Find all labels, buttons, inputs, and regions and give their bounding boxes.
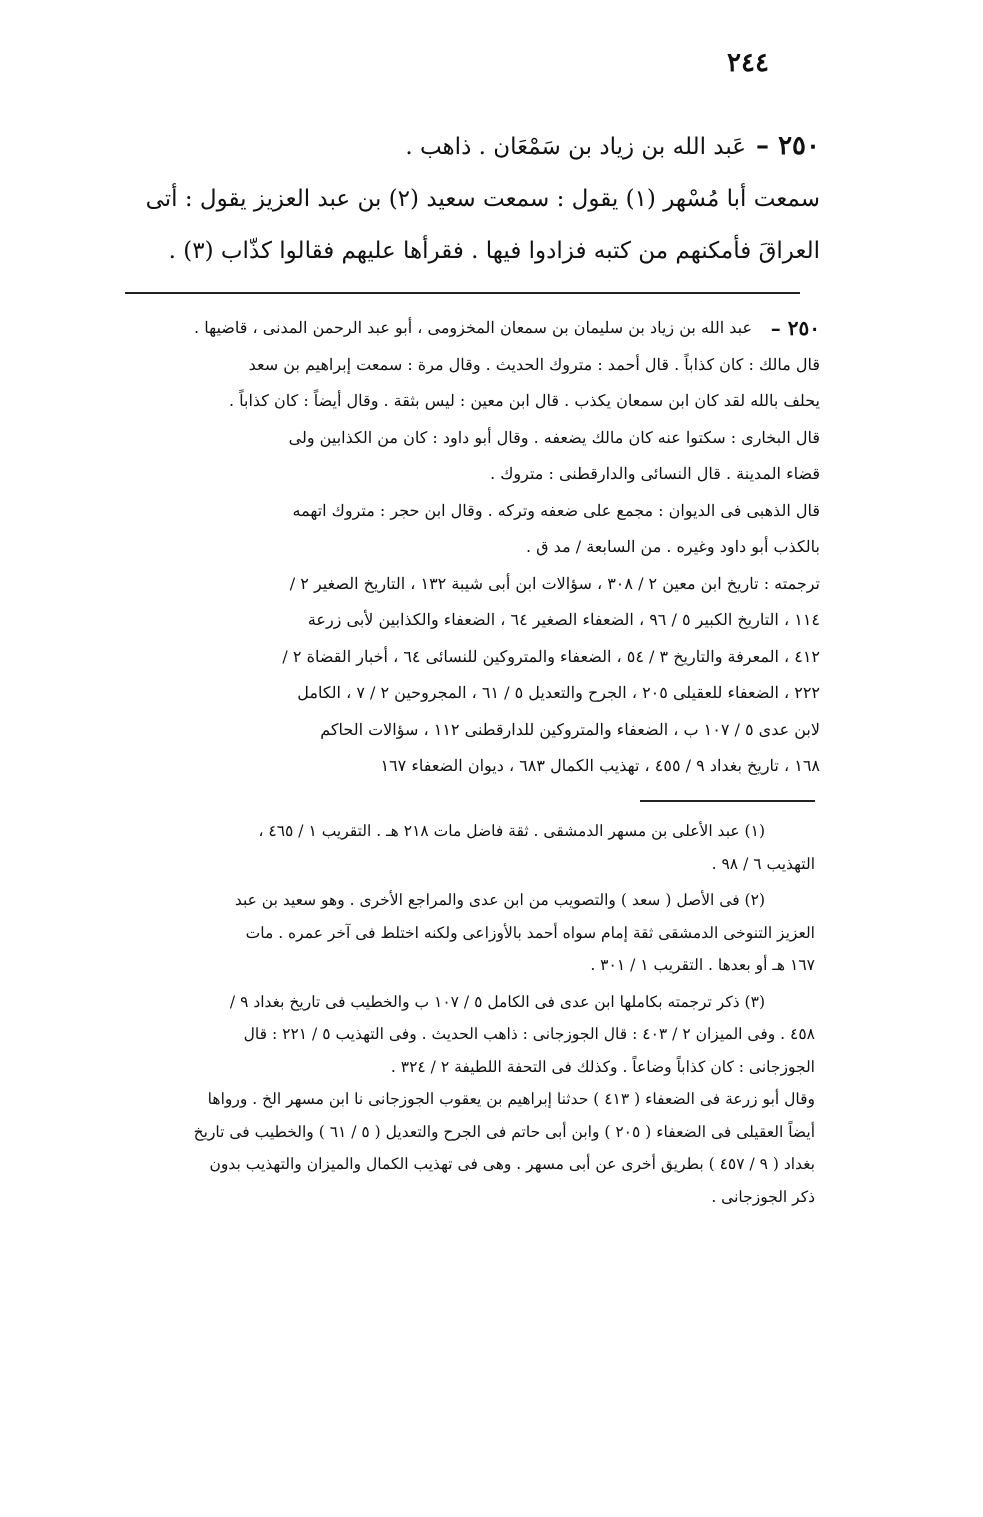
commentary-line: قال البخارى : سكتوا عنه كان مالك يضعفه . وقال أبو داود : كان من الكذابين ولى [288,427,820,447]
footnote-line: وقال أبو زرعة فى الضعفاء ( ٤١٣ ) حدثنا إبراهيم بن يعقوب الجوزجانى نا ابن مسهر الخ . ورواها [207,1090,815,1108]
commentary [115,310,820,785]
commentary-line: ٤١٢ ، المعرفة والتاريخ ٣ / ٥٤ ، الضعفاء والمتروكين للنسائى ٦٤ ، أخبار القضاة ٢ / [282,646,820,666]
commentary-line: قال الذهبى فى الديوان : مجمع على ضعفه وتركه . وقال ابن حجر : متروك اتهمه [292,500,820,520]
footnote-line: ٤٥٨ . وفى الميزان ٢ / ٤٠٣ : قال الجوزجانى : ذاهب الحديث . وفى التهذيب ٥ / ٢٢١ : قال [243,1025,815,1043]
footnote-line: الجوزجانى : كان كذاباً وضاعاً . وكذلك فى التحفة اللطيفة ٢ / ٣٢٤ . [390,1057,815,1076]
commentary-line: لابن عدى ٥ / ١٠٧ ب ، الضعفاء والمتروكين للدارقطنى ١١٢ ، سؤالات الحاكم [320,719,820,739]
footnote-2 [105,884,815,982]
footnote-line: ذكر الجوزجانى . [711,1187,815,1206]
footnote-line: أيضاً العقيلى فى الضعفاء ( ٢٠٥ ) وابن أبى حاتم فى الجرح والتعديل ( ٥ / ٦١ ) والخطيب فى تاريخ [193,1122,815,1141]
footnotes [105,815,815,1213]
main-entry-line [110,120,820,173]
commentary-body [115,310,752,347]
commentary-line: قال مالك : كان كذاباً . قال أحمد : متروك الحديث . وقال مرة : سمعت إبراهيم بن سعد [248,354,820,374]
commentary-entry [115,310,820,347]
entry-heading: عَبد الله بن زياد بن سَمْعَان . ذاهب . [405,134,747,160]
footnote-rule [640,800,815,802]
commentary-number: ٢٥٠ – [770,316,820,340]
footnote-line: (٢) فى الأصل ( سعد ) والتصويب من ابن عدى والمراجع الأخرى . وهو سعيد بن عبد [234,891,765,909]
commentary-line: ترجمته : تاريخ ابن معين ٢ / ٣٠٨ ، سؤالات ابن أبى شيبة ١٣٢ ، التاريخ الصغير ٢ / [289,573,820,593]
footnote-3 [105,986,815,1214]
commentary-line: ٢٢٢ ، الضعفاء للعقيلى ٢٠٥ ، الجرح والتعديل ٥ / ٦١ ، المجروحين ٢ / ٧ ، الكامل [297,683,820,702]
commentary-line: بالكذب أبو داود وغيره . من السابعة / مد ق . [526,537,820,556]
footnote-line: (٣) ذكر ترجمته بكاملها ابن عدى فى الكامل ٥ / ١٠٧ ب والخطيب فى تاريخ بغداد ٩ / [229,992,765,1011]
commentary-line: يحلف بالله لقد كان ابن سمعان يكذب . قال ابن معين : ليس بثقة . وقال أيضاً : كان كذاباً . [228,391,820,410]
main-entry [110,120,820,277]
footnote-line: ١٦٧ هـ أو بعدها . التقريب ١ / ٣٠١ . [590,956,815,974]
footnote-line: (١) عبد الأعلى بن مسهر الدمشقى . ثقة فاضل مات ٢١٨ هـ . التقريب ١ / ٤٦٥ ، [258,822,765,840]
separator-rule [125,292,800,294]
page-number: ٢٤٤ [727,48,769,78]
commentary-line: ١٦٨ ، تاريخ بغداد ٩ / ٤٥٥ ، تهذيب الكمال ٦٨٣ ، ديوان الضعفاء ١٦٧ [380,756,820,775]
main-entry-line: سمعت أبا مُسْهر (١) يقول : سمعت سعيد (٢) بن عبد العزيز يقول : أتى [145,186,820,212]
commentary-line: ١١٤ ، التاريخ الكبير ٥ / ٩٦ ، الضعفاء الصغير ٦٤ ، الضعفاء والكذابين لأبى زرعة [307,610,820,629]
commentary-line: عبد الله بن زياد بن سليمان بن سمعان المخزومى ، أبو عبد الرحمن المدنى ، قاضيها . [194,318,752,337]
entry-number: ٢٥٠ – [756,131,820,161]
footnote-line: بغداد ( ٩ / ٤٥٧ ) بطريق أخرى عن أبى مسهر . وهى فى تهذيب الكمال والميزان والتهذيب بدون [209,1155,815,1173]
footnote-1 [105,815,815,880]
footnote-line: العزيز التنوخى الدمشقى ثقة إمام سواه أحمد بالأوزاعى ولكنه اختلط فى آخر عمره . مات [245,923,815,942]
commentary-line: قضاء المدينة . قال النسائى والدارقطنى : متروك . [490,464,820,483]
main-entry-line: العراقَ فأمكنهم من كتبه فزادوا فيها . فقرأها عليهم فقالوا كذّاب (٣) . [168,238,820,264]
footnote-line: التهذيب ٦ / ٩٨ . [711,854,815,873]
